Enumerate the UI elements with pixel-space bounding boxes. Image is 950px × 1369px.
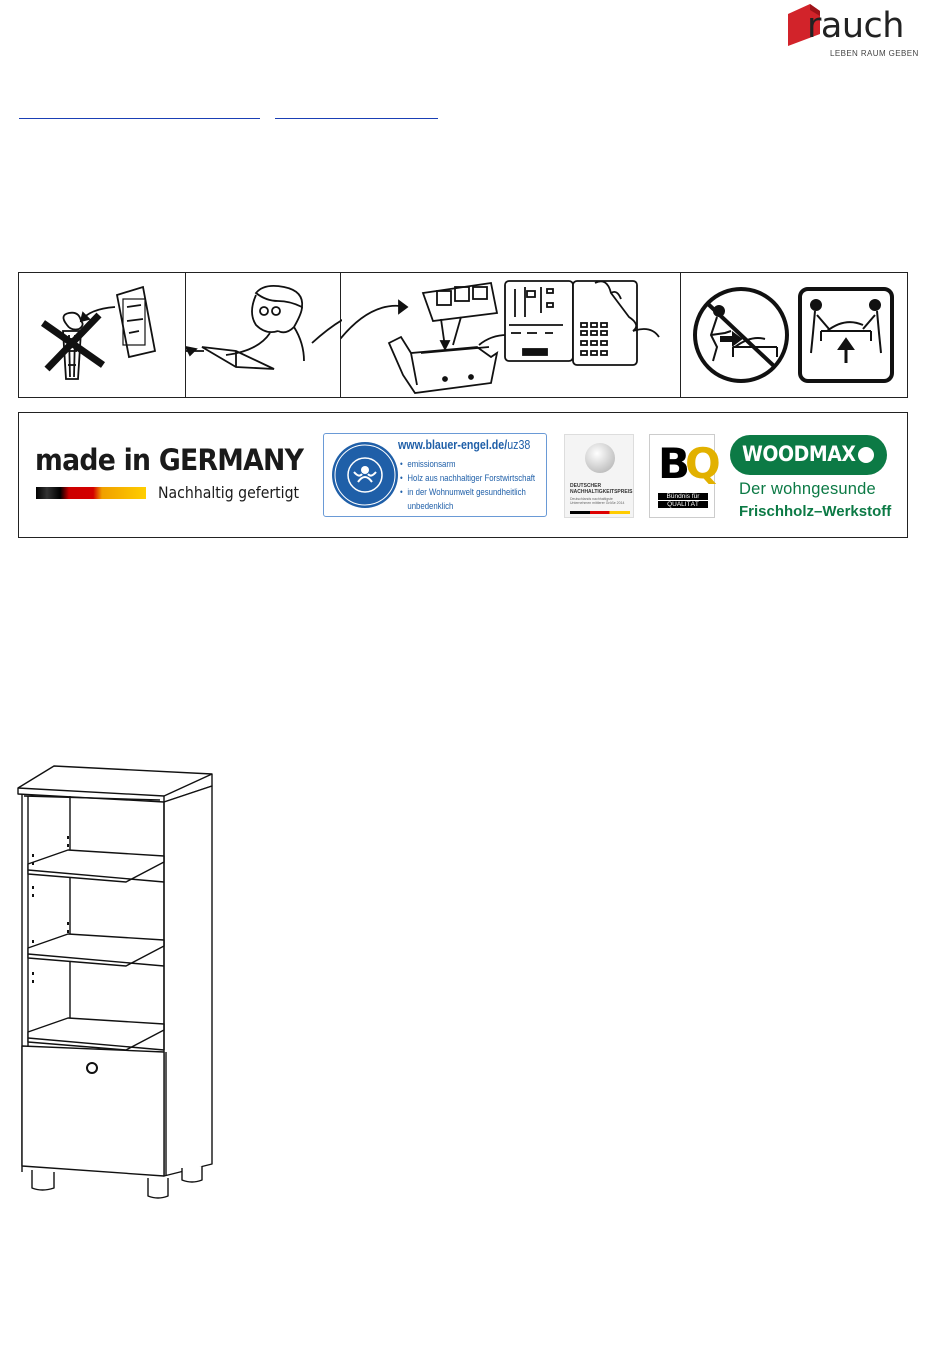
cabinet-line-drawing [16,760,218,1200]
made-in-germany-subtitle: Nachhaltig gefertigt [158,483,300,502]
woodmax-pill [730,435,887,475]
blauer-engel-bullets [400,458,565,514]
german-flag-stripe [36,487,146,499]
blauer-engel-badge [323,433,547,517]
nachhaltigkeitspreis-title [570,483,632,495]
rauch-logo [786,2,919,60]
logo-claim: LEBEN RAUM GEBEN [830,49,919,58]
list-item: • in der Wohnumwelt gesundheitlich [400,486,535,500]
blauer-engel-url-code: uz38 [507,437,531,452]
panel-read [186,273,342,397]
bq-b: B [658,439,686,488]
sun-icon [858,447,874,463]
read-instructions-icon [186,273,342,397]
no-trash-instructions-icon [19,273,186,397]
woodmax-line2: Frischholz–Werkstoff [739,503,892,520]
link-2[interactable] [275,104,438,119]
lift-dont-drag-icon [681,273,908,397]
list-item: • Holz aus nachhaltiger Forstwirtschaft [400,472,535,486]
woodmax-badge [730,433,890,523]
nachhaltigkeitspreis-badge [564,434,634,518]
bq-line2: QUALITÄT [658,501,708,508]
panel-no-trash [19,273,186,397]
dnp-line1: DEUTSCHER [570,483,602,489]
dnp-line2: NACHHALTIGKEITSPREIS [570,489,633,495]
made-in-germany-title: made in GERMANY [35,443,304,477]
link-1[interactable] [19,104,260,119]
list-item: unbedenklich [407,501,454,512]
panel-lift [681,273,907,397]
bq-q: Q [685,439,716,488]
logo-word: rauch [807,6,904,46]
panel-file [341,273,680,397]
bq-mark [658,441,716,487]
woodmax-line1: Der wohngesunde [739,480,876,498]
cabinet-illustration [16,760,218,1205]
file-instructions-icon [341,273,681,397]
bq-badge [649,434,715,518]
award-ball-icon [585,443,615,473]
blauer-engel-seal-icon [332,442,398,508]
bq-line1: Bündnis für [658,493,708,500]
blauer-engel-url-main: www.blauer-engel.de/ [398,437,508,452]
woodmax-name: WOODMAX [742,442,856,466]
instructions-strip [18,272,908,398]
list-item: • emissionsarm [400,458,535,472]
dnp-sub: Deutschlands nachhaltigste Unternehmen mittlerer Größe 2014 [570,497,625,505]
german-flag-bar [570,511,630,514]
certifications-box [18,412,908,538]
blauer-engel-url[interactable] [398,437,530,452]
